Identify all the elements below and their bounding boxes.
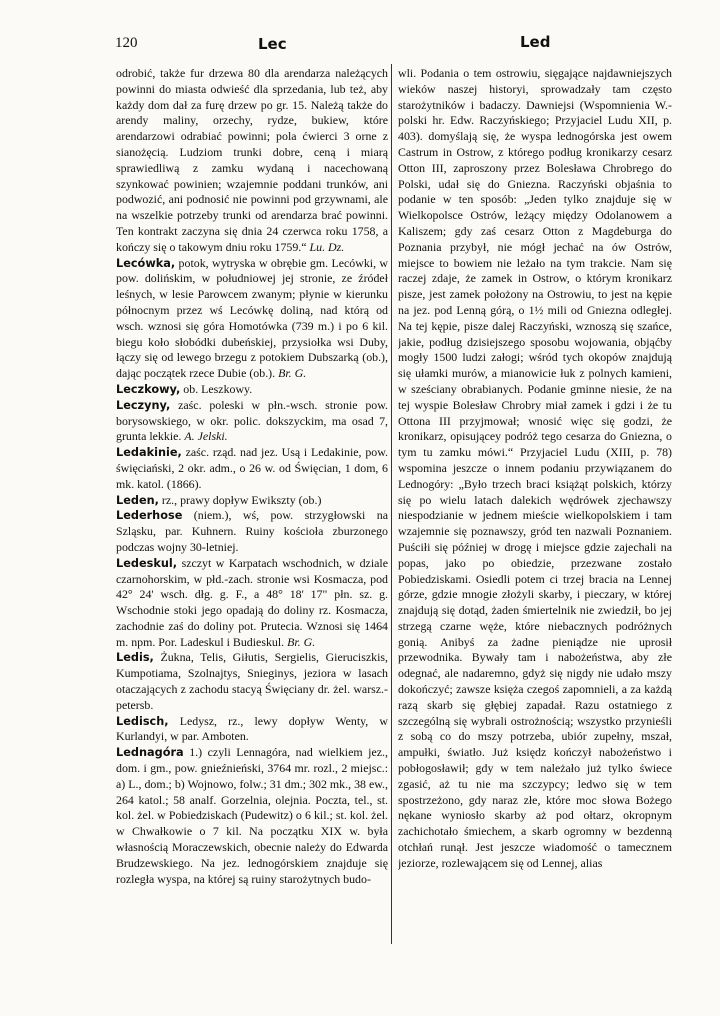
entry: Ledisch, Ledysz, rz., lewy dopływ Wenty, w Kurlandyi, w par. Amboten. xyxy=(116,713,388,744)
right-column xyxy=(398,66,672,944)
entry-headword: Ledisch, xyxy=(116,714,169,728)
entry-signature: A. Jelski. xyxy=(184,429,228,444)
entry-signature: Lu. Dz. xyxy=(309,239,345,254)
entry-signature: Br. G. xyxy=(287,634,316,649)
page-number: 120 xyxy=(115,35,138,51)
entry-headword: Ledeskul, xyxy=(116,556,178,570)
entry-continuation: wli. Podania o tem ostrowiu, sięgające najdawniejszych wieków naszej historyi, sprowadzały tam często starożytników i badaczy. Dawniejsi (Wspomnienia W.-polski hr. Edw. Raczyńskiego; Przyjaciel Ludu XII, p. 403). domyślają się, że wyspa lednogórska jest owem Castrum in Ostrow, z którego podług kronikarzy cesarz Otton III, zaproszony przez Bolesława Chrobrego do Polski, udał się do Gniezna. Raczyński objaśnia to podanie w ten sposób: „Jeden tylko znajduje się w Wielkopolsce Ostrów, leżący między Odolanowem a Kaliszem; gdy zaś cesarz Otton z Magdeburga do Poznania przybył, nie mógł jechać na ów Ostrów, miejsce to bowiem nie leżało na tym trakcie. Nam się raczej zdaje, że zamek in Ostrow, o którym kronikarz pisze, jest zamek położony na Ostrowiu, to jest na kępie na jez. pod Lenną górą, o 1½ mili od Gniezna odległej. Na tej kępie, pisze dalej Raczyński, wznoszą się szańce, jakie, podług dzisiejszego sposobu wojowania, objąćby mogły 1500 ludzi załogi; wśród tych okopów znajdują się ułamki murów, a mianowicie łuk z polnych kamieni, w sześciany obrabianych. Podanie gminne niesie, że na tej wyspie Bolesław Chrobry miał zamek i gdzi i że tu Ottona III przyjmował; wnosić więc się godzi, że kronikarz, opisującey podróż tego cesarza do Gniezna, o tym tu zamku mówi.“ Przyjaciel Ludu (XIII, p. 78) wspomina jeszcze o innem podaniu przywiązanem do Lednogóry: „Było trzech braci książąt polskich, którzy się po wielu latach dalekich wędrówek zjechawszy niespodzianie w jednem mieście wielkopolskiem i tam wzajemnie się poznawszy, gród ten nazwali Poznaniem. Puściłi się później w drogę i miejsce gdzie zajechali na popas, jako po obiedzie, przezwane zostało Pobiedziskami. Osiedli potem ci trzej bracia na Lennej górze, gdzie mnogie złożyli skarby, i pieczary, w której znajdują się dotąd, żaden śmiertelnik nie zwiedził, bo jej strzegą czarne węże, które niebacznych podróżnych gonią. Anibyś za żadne pieniądze nie uprosił przewodnika. Bywały tam i nabożeństwa, aby złe odegnać, ale nadaremno, gdyż się nigdy nie udało mszy dokończyć; zawsze księża czegoś zapomnieli, a za każdą razą skarb się głębiej zapadał. Razu ostatniego z szczególną się wybrali ostrożnością; wszystko przynieśli z sobą co do mszy potrzeba, ubiór zupełny, mszał, ampułki, światło. Już księdz kończył nabożeństwo i pobłogosławił; gdy w tem należało już tylko świece zgasić, aż tu nie ma szczypcy; ledwo się w tem spostrzeżono, gdy naraz złe, które moc słowa Bożego nękane wyniosło skarby aż pod ołtarz, okropnym zachichotało śmiechem, a skarb ogromny w bezdenną otchłań runął. Jest jeszcze wiadomość o tamecznem jeziorze, rozlewającem się od Lennej, alias xyxy=(398,66,672,870)
entry-headword: Ledakinie, xyxy=(116,446,182,460)
entry-signature: Br. G. xyxy=(278,366,307,381)
entry-headword: Leczkowy, xyxy=(116,382,181,396)
entry: Leczkowy, ob. Leszkowy. xyxy=(116,381,253,396)
entry: Lederhose (niem.), wś, pow. strzygłowski na Szląsku, par. Kuhnern. Ruiny kościoła zburzonego podczas wojny 30-letniej. xyxy=(116,508,388,554)
entry-headword: Leczyny, xyxy=(116,398,171,412)
entry-headword: Leden, xyxy=(116,493,159,507)
entry-headword: Lednagóra xyxy=(116,746,184,760)
entry: Lecówka, potok, wytryska w obrębie gm. Lecówki, w pow. dolińskim, w południowej jej stronie, ze źródeł leśnych, w lesie Parowcem zwanym; płynie w kierunku północnym przez wś Lecówkę doliną, nad którą od wsch. wznosi się góra Homotówka (739 m.) i po 6 kil. biegu koło słobódki dubeńskiej, przysiołka wsi Duby, łączy się od lewego brzegu z potokiem Dubszarką (ob.), dając początek rzece Dubie (ob.). Br. G. xyxy=(116,255,388,381)
entry-headword: Lederhose xyxy=(116,509,183,523)
entry: Ledeskul, szczyt w Karpatach wschodnich, w dziale czarnohorskim, w płd.-zach. stronie wsi Kosmacza, pod 42° 24' wsch. dłg. g. F., a 48° 18' 17" płn. sz. g. Wschodnie stoki jego opadają do doliny rz. Kosmacza, zachodnie zaś do doliny pot. Prutecia. Wznosi się 1464 m. npm. Por. Ladeskul i Budieskul. Br. G. xyxy=(116,555,388,649)
entry: Leden, rz., prawy dopływ Ewikszty (ob.) xyxy=(116,492,322,507)
left-column xyxy=(116,66,388,944)
entry: Leczyny, zaśc. poleski w płn.-wsch. stronie pow. borysowskiego, w okr. polic. dokszyckim, ma osad 7, grunta lekkie. A. Jelski. xyxy=(116,397,388,444)
running-headword-left: Lec xyxy=(258,35,287,53)
entry: Lednagóra 1.) czyli Lennagóra, nad wielkiem jez., dom. i gm., pow. gnieźnieński, 3764 mr. rozl., 2 miejsc.: a) L., dom.; b) Wojnowo, folw.; 31 dm.; 302 mk., 38 ew., 264 katol.; 58 analf. Gorzelnia, olejnia. Poczta, tel., st. kol. żel. w Pobiedziskach (Pudewitz) o 6 kil.; st. kol. żel. w Chwałkowie o 7 kil. Na początku XIX w. była własnością Moraczewskich, obecnie należy do Edwarda Brudzewskiego. Na jez. lednogórskiem znajduje się rozległa wyspa, na której są ruiny starożytnych budo- xyxy=(116,745,388,886)
entry-headword: Lecówka, xyxy=(116,256,176,270)
entry-headword: Ledis, xyxy=(116,651,154,665)
column-divider xyxy=(391,64,392,944)
entry: Ledakinie, zaśc. rząd. nad jez. Usą i Ledakinie, pow. święciański, 2 okr. adm., o 26 w. od Święcian, 1 dom, 6 mk. katol. (1866). xyxy=(116,445,388,491)
entry: Ledis, Żukna, Telis, Giłutis, Sergielis, Gieruciszkis, Kumpotiama, Szolnajtys, Snieginys, jeziora w lasach otaczających z zachodu stacyą Święciany dr. żel. warsz.-petersb. xyxy=(116,650,388,712)
entry: odrobić, także fur drzewa 80 dla arendarza należących powinni do miasta odwieść dla sprzedania, lub też, aby każdy dom dał za furę drzew po gr. 15. Należą także do arendy maliny, orzechy, rydze, bukiew, które arendarzowi odrabiać powinni; pola ćwierci 3 orne z sianożęcią. Ludziom trunki dobre, ceną i miarą sprawiedliwą z zamku wydaną i nacechowaną szynkować powinien; wzajemnie poddani trunków, ani podwozić, ani podnosić nie powinni pod grzywnami, ale na wszelkie potrzeby trunki od arendarza brać powinni. Ten kontrakt zaczyna się dnia 24 czerwca roku 1758, a kończy się o takowym dniu roku 1759.“ Lu. Dz. xyxy=(116,66,388,254)
running-headword-right: Led xyxy=(520,33,551,51)
page-header xyxy=(0,30,720,58)
